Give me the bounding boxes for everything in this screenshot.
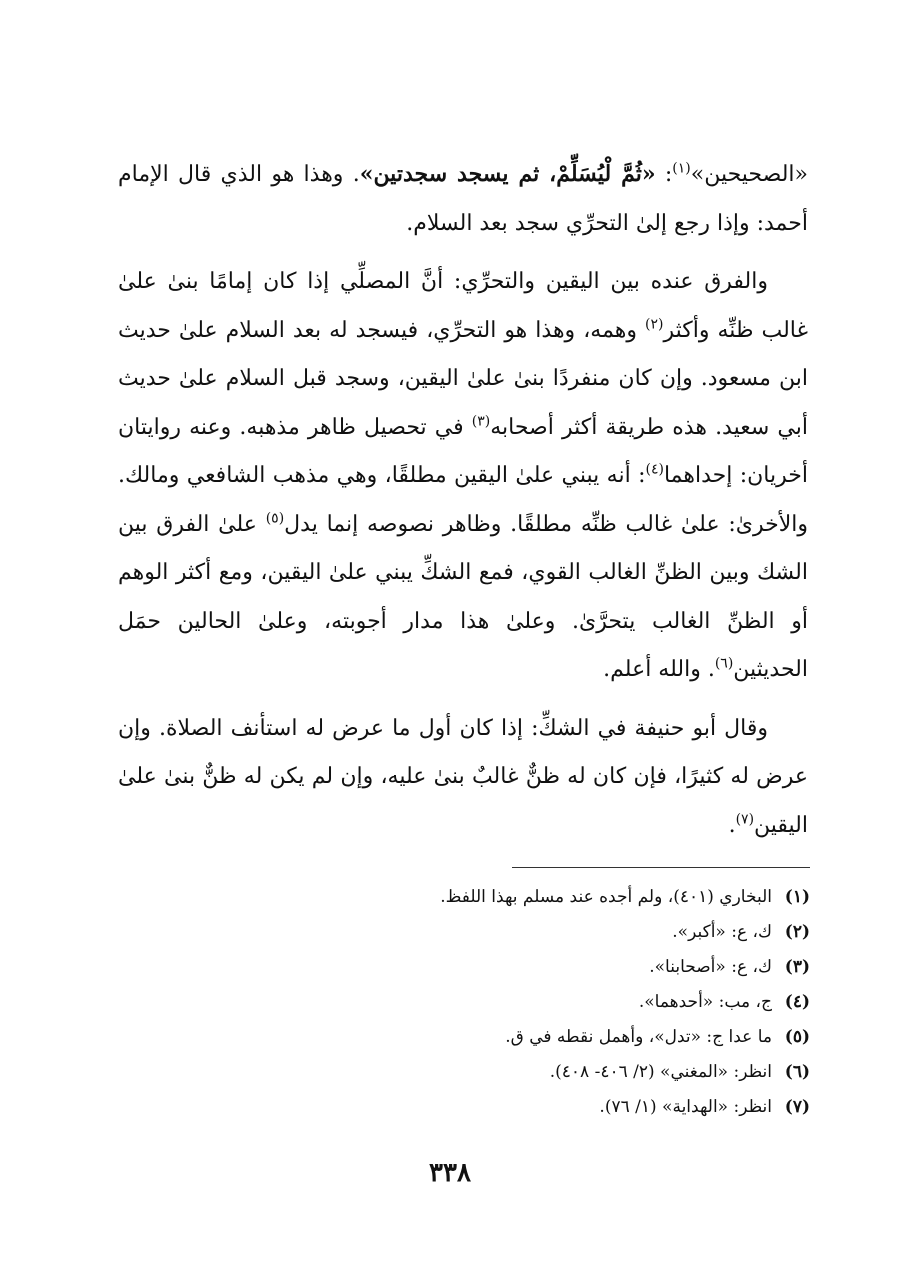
text-span: علىٰ الفرق بين الشك وبين الظنِّ الغالب القوي، فمع الشكِّ يبني علىٰ اليقين، ومع أكثر الوهم أو الظنِّ الغالب يتحرَّىٰ. وعلىٰ هذا مدار أجوبته، وعلىٰ الحالين حمَل الحديثين xyxy=(118,511,808,682)
footnote xyxy=(300,1020,810,1055)
paragraph xyxy=(118,705,808,851)
footnote-text: ما عدا ج: «تدل»، وأهمل نقطه في ق. xyxy=(505,1027,772,1047)
text-span: . وهذا هو الذي قال الإمام أحمد: وإذا رجع إلىٰ التحرِّي سجد بعد السلام. xyxy=(118,162,808,236)
footnote-ref: (٦) xyxy=(714,655,734,672)
text-span: وهمه، وهذا هو التحرِّي، فيسجد له بعد السلام علىٰ حديث ابن مسعود. وإن كان منفردًا بنىٰ علىٰ اليقين، وسجد قبل السلام علىٰ حديث أبي سعيد. هذه طريقة أكثر أصحابه xyxy=(118,317,808,440)
text-span: : أنه يبني علىٰ اليقين مطلقًا، وهي مذهب الشافعي ومالك. والأخرىٰ: علىٰ غالب ظنِّه مطلقًا. وظاهر نصوصه إنما يدل xyxy=(118,463,808,537)
footnote-ref: (٧) xyxy=(735,811,755,828)
footnote-ref: (٥) xyxy=(265,510,285,527)
footnote-number: (٥) xyxy=(784,1027,810,1047)
footnote-number: (٢) xyxy=(784,922,810,942)
footnote-text: البخاري (٤٠١)، ولم أجده عند مسلم بهذا اللفظ. xyxy=(440,887,772,907)
main-text xyxy=(118,150,808,860)
footnotes xyxy=(300,880,810,1125)
footnote xyxy=(300,1055,810,1090)
text-span: : xyxy=(655,162,673,187)
text-span: «الصحيحين» xyxy=(690,162,808,187)
text-span: في تحصيل ظاهر مذهبه. وعنه روايتان أخريان: إحداهما xyxy=(118,414,808,488)
footnote-text: انظر: «الهداية» (١/ ٧٦). xyxy=(599,1097,772,1117)
footnote-text: ج، مب: «أحدهما». xyxy=(638,992,772,1012)
text-span: والفرق عنده بين اليقين والتحرِّي: أنَّ المصلِّي إذا كان إمامًا بنىٰ علىٰ غالب ظنِّه وأكثر xyxy=(118,269,808,343)
footnote xyxy=(300,880,810,915)
footnote-ref: (٣) xyxy=(471,413,491,430)
text-span: . والله أعلم. xyxy=(603,657,715,682)
text-span: . xyxy=(728,812,736,838)
footnote-number: (٧) xyxy=(784,1097,810,1117)
footnote-text: انظر: «المغني» (٢/ ٤٠٦- ٤٠٨). xyxy=(549,1062,772,1082)
footnote-number: (١) xyxy=(784,887,810,907)
footnote-separator xyxy=(512,867,810,868)
footnote xyxy=(300,985,810,1020)
page-number: ٣٣٨ xyxy=(429,1158,471,1188)
footnote-number: (٤) xyxy=(784,992,810,1012)
paragraph xyxy=(118,150,808,248)
paragraph xyxy=(118,258,808,695)
hadith-quote: «ثُمَّ لْيُسَلِّمْ، ثم يسجد سجدتين» xyxy=(359,161,656,187)
footnote-text: ك، ع: «أكبر». xyxy=(672,922,772,942)
footnote-ref: (٤) xyxy=(645,461,664,478)
footnote-ref: (١) xyxy=(672,160,691,177)
footnote-number: (٦) xyxy=(784,1062,810,1082)
footnote xyxy=(300,1090,810,1125)
footnote xyxy=(300,950,810,985)
footnote-ref: (٢) xyxy=(645,316,664,333)
footnote-text: ك، ع: «أصحابنا». xyxy=(649,957,772,977)
text-span: وقال أبو حنيفة في الشكِّ: إذا كان أول ما عرض له استأنف الصلاة. وإن عرض له كثيرًا، فإن كان له ظنٌّ غالبٌ بنىٰ عليه، وإن لم يكن له ظنٌّ بنىٰ علىٰ اليقين xyxy=(118,715,808,838)
footnote xyxy=(300,915,810,950)
footnote-number: (٣) xyxy=(784,957,810,977)
